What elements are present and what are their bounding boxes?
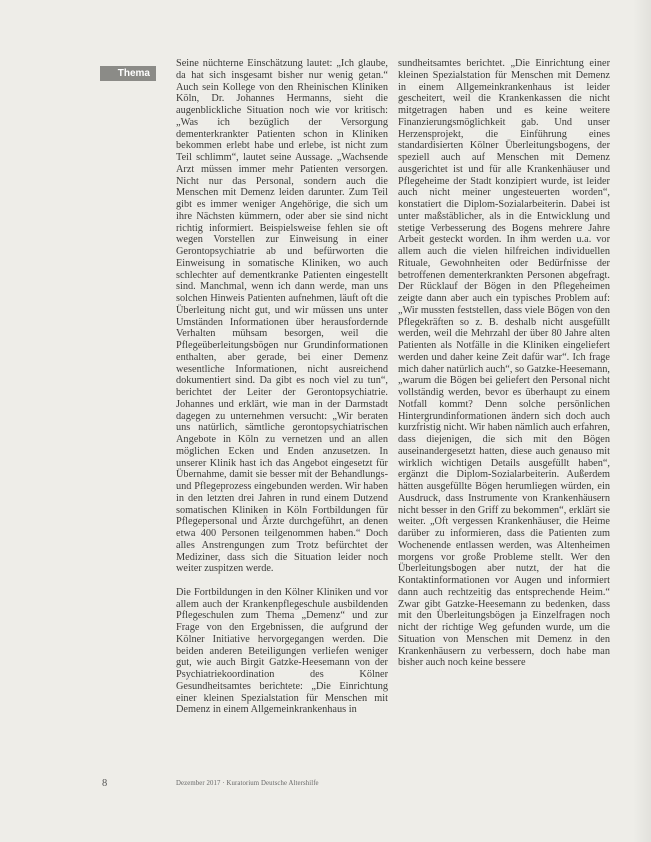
paragraph: Seine nüchterne Einschätzung lautet: „Ich glaube, da hat sich insgesamt bisher nur wenig getan.“ Auch sein Kollege von den Rheinischen Kliniken Köln, Dr. Johannes Hermanns, sieht die augenblickliche Situation noch wie vor kritisch: „Was ich bezüglich der Versorgung dementerkrankter Patienten schon in Kliniken bekommen erlebt habe und erlebe, ist nicht zum Teil schlimm“, lautet seine Aussage. „Wachsende Arzt müssen immer mehr Patienten versorgen. Nicht nur das Personal, sondern auch die Menschen mit Demenz leiden darunter. Zum Teil gibt es immer weniger Angehörige, die sich um ihre Nächsten kümmern, oder aber sie sind nicht richtig informiert. Beispielsweise fehlen sie oft wegen Vorstellen zur Einweisung in einer Gerontopsychiatrie ab und befürworten die Einweisung in somatische Kliniken, wo auch schlechter auf dementkranke Patienten eingestellt sind. Manchmal, wenn ich dann werde, man uns solchen Hinweis Patienten aufnehmen, läuft oft die Überleitung nicht gut, und wir müssen uns unter Umständen Informationen über herausfordernde Verhalten mühsam besorgen, weil die Pflegeüberleitungsbögen nur Grundinformationen enthalten, aber gerade, bei einer Demenz wesentliche Informationen, nicht ausreichend dokumentiert sind. Da gibt es noch viel zu tun“, berichtet der Leiter der Gerontopsychiatrie. Johannes und erklärt, wie man in der Darmstadt dagegen zu unternehmen versucht: „Wir beraten uns natürlich, sämtliche gerontopsychiatrischen Angebote in Köln zu vernetzen und an allen möglichen Ecken und Enden anzusetzen. In unserer Klinik hast ich das Angebot eingesetzt für Übernahme, damit sie besser mit der Behandlungs- und Pflegeprozess eingebunden werden. Wir haben in den letzten drei Jahren in rund einem Dutzend somatischen Kliniken in Köln Fortbildungen für Pflegepersonal und Ärzte durchgeführt, an denen etwa 400 Personen teilgenommen haben.“ Doch alles Anstrengungen zum Trotz befürchtet der Mediziner, dass sich die Situation leider noch weiter zuspitzen werde. [176, 58, 388, 575]
text-column-left [176, 58, 388, 806]
page-number: 8 [102, 778, 108, 789]
paragraph: sundheitsamtes berichtet. „Die Einrichtung einer kleinen Spezialstation für Menschen mit Demenz in einem Allgemeinkrankenhaus ist leider gescheitert, weil die Krankenkassen die nicht mitgetragen haben und es keine weitere Finanzierungsmöglichkeit gab. Und unser Herzensprojekt, die Einführung eines standardisierten Kölner Überleitungsbogens, der speziell auch auf Menschen mit Demenz ausgerichtet ist und für alle Krankenhäuser und Pflegeheime der Stadt konzipiert wurde, ist leider auch nicht meiner ungesteuerten worden“, konstatiert die Diplom-Sozialarbeiterin. Dabei ist unter maßstäblicher, als in die Entwicklung und stetige Verbesserung des Bogens mehrere Jahre Arbeit gesteckt worden. In ihm werden u.a. vor allem auch die vielen hilfreichen individuellen Rituale, Gewohnheiten oder Bedürfnisse der betroffenen dementerkrankten Personen abgefragt. Der Rücklauf der Bögen in den Pflegeheimen zeigte dann aber auch ein typisches Problem auf: „Wir mussten feststellen, dass viele Bögen von den Pflegekräften so z. B. deshalb nicht ausgefüllt werden, weil die Mehrzahl der über 80 Jahre alten Patienten als Notfälle in die Kliniken eingeliefert werden und daher keine Zeit dafür war“. Ich frage mich daher natürlich auch“, so Gatzke-Heesemann, „warum die Bögen bei geliefert den Personal nicht vollständig werden, bevor es überhaupt zu einem Notfall kommt? Denn solche persönlichen Hintergrundinformationen ändern sich doch auch kurzfristig nicht. Wir haben nämlich auch erfahren, dass diejenigen, die sich mit den Bögen auseinandergesetzt hatten, diese auch genauso mit wirklich wichtigen Details ausgefüllt haben“, ergänzt die Diplom-Sozialarbeiterin. Außerdem hätten ausgefüllte Bögen herumliegen würden, ein Ausdruck, dass Instrumente von Krankenhäusern nicht besser in den Griff zu bekommen“, erklärt sie weiter. „Oft vergessen Krankenhäuser, die Heime darüber zu informieren, dass die Patienten zum Wochenende entlassen werden, was Altenheimen morgens vor große Probleme stellt. Wer den Überleitungsbogen aber nutzt, der hat die Kontaktinformationen vor Augen und informiert dann auch rechtzeitig das entsprechende Heim.“ Zwar gibt Gatzke-Heesemann zu bedenken, dass mit den Überleitungsbögen ja Einzelfragen noch nicht der richtige Weg gefunden wurde, um die Situation von Menschen mit Demenz in den Krankenhäusern zu verbessern, doch habe man bisher auch noch keine bessere [398, 58, 610, 669]
section-label: Thema [100, 66, 156, 81]
paragraph: Die Fortbildungen in den Kölner Kliniken und vor allem auch der Krankenpflegeschule ausbildenden Pflegeschulen zum Thema „Demenz“ und zur Frage von den Ergebnissen, die aufgrund der Kölner Initiative hervorgegangen werden. Die beiden anderen Beteiligungen verliefen weniger gut, wie auch Birgit Gatzke-Heesemann von der Psychiatriekoordination des Kölner Gesundheitsamtes berichtete: „Die Einrichtung einer kleinen Spezialstation für Menschen mit Demenz in einem Allgemeinkrankenhaus in [176, 586, 388, 716]
footer-note: Dezember 2017 · Kuratorium Deutsche Altershilfe [176, 780, 319, 787]
page-shadow [633, 0, 651, 842]
text-column-right [398, 58, 610, 806]
